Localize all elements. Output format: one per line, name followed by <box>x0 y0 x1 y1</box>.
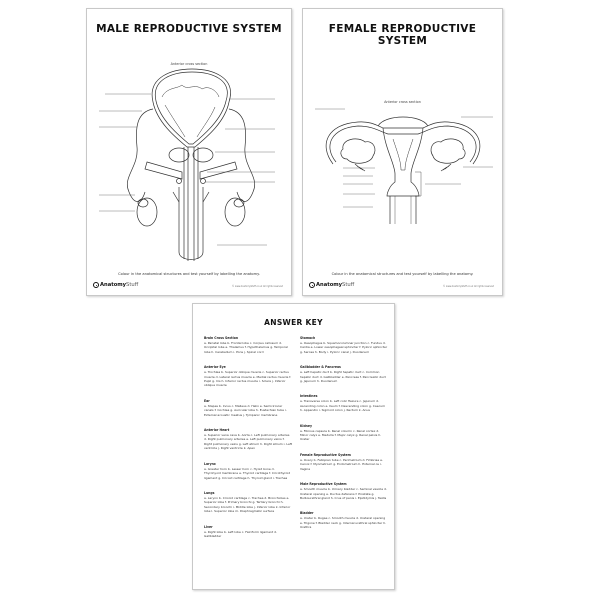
copyright-note: © www.AnatomyStuff.co.uk All rights reserved <box>232 285 283 288</box>
logo-ring-icon <box>309 282 315 288</box>
answer-key-right-column <box>300 336 388 541</box>
answer-section: Intestines a. Transverse colon b. Left colic flexure c. Jejunum d. Ascending colon e. Ileum f. Descending colon g. Caecum h. Appendix i. Sigmoid colon j. Rectum k. Anus <box>300 394 386 413</box>
answer-section: Male Reproductive System a. Smooth muscle b. Urinary bladder c. Seminal vesicle d. Ureteral opening e. Ductus deferens f. Prostate g. Bulbourethral gland h. Crus of penis i. Epididymis j. Testis <box>300 482 387 500</box>
female-anatomy-diagram <box>303 104 504 224</box>
answer-section: Larynx a. Greater horn b. Lesser horn c. Hyoid bone d. Thyrohyoid membrane e. Thyroid cartilage f. Cricothyroid ligament g. Cricoid cartilage h. Thyroid gland i. Trachea <box>204 461 291 480</box>
male-anatomy-diagram <box>87 67 293 267</box>
anatomystuff-logo: Anatomy Stuff <box>93 282 138 288</box>
copyright-note: © www.AnatomyStuff.co.uk All rights reserved <box>443 285 494 288</box>
male-sheet-title: MALE REPRODUCTIVE SYSTEM <box>96 23 282 35</box>
answer-key-left-column <box>204 336 292 549</box>
answer-section: Liver a. Right lobe b. Left lobe c. Falciform ligament d. Gallbladder <box>204 524 277 538</box>
answer-section: Ear a. Stapes b. Incus c. Malleus d. Helix e. Semicircular canals f. Cochlea g. Auricular lobe h. Eustachian tube i. External acoustic meatus j. Tympanic membrane <box>204 398 287 417</box>
answer-section: Lungs a. Larynx b. Cricoid cartilage c. Trachea d. Bronchioles e. Superior lobe f. Primary bronchi g. Tertiary bronchi h. Secondary bronchi i. Middle lobe j. Inferior lobe k. Inferior lobe l. Superior lobe m. Diaphragmatic surface <box>204 490 291 514</box>
answer-section: Gallbladder & Pancreas a. Left hepatic duct b. Right hepatic duct c. Common hepatic duct d. Gallbladder e. Pancreas f. Pancreatic duct g. Jejunum h. Duodenum <box>300 365 386 384</box>
female-reproductive-worksheet <box>302 8 503 296</box>
female-sheet-title: FEMALE REPRODUCTIVE SYSTEM <box>328 23 477 47</box>
male-reproductive-worksheet <box>86 8 292 296</box>
logo-ring-icon <box>93 282 99 288</box>
answer-section: Anterior Eye a. Trochlea b. Superior oblique muscle c. Superior rectus muscle d. Lateral rectus muscle e. Medial rectus muscle f. Pupil g. Iris h. Inferior rectus muscle i. Sclera j. Inferior oblique muscle <box>204 365 292 388</box>
answer-section: Anterior Heart a. Superior vena cava b. Aorta c. Left pulmonary arteries d. Right pulmonary arteries e. Left pulmonary veins f. Right pulmonary veins g. Left atrium h. Right atrium i. Left ventricle j. Right ventricle k. Apex <box>204 428 292 451</box>
female-sheet-instructions: Colour in the anatomical structures and test yourself by labelling the anatomy. <box>331 272 474 276</box>
anatomystuff-logo: Anatomy Stuff <box>309 282 354 288</box>
answer-section: Female Reproductive System a. Ovary b. Fallopian tube c. Perimetrium d. Fimbriae e. Cervix f. Myometrium g. Endometrium h. External os i. Vagina <box>300 452 383 471</box>
answer-section: Brain Cross Section a. Parietal lobe b. Frontal lobe c. Corpus callosum d. Occipital lobe e. Thalamus f. Hypothalamus g. Temporal lobe h. Cerebellum i. Pons j. Spinal cord <box>204 336 288 354</box>
female-sheet-subtitle: Anterior cross section <box>384 100 421 104</box>
answer-section: Stomach a. Oesophagus b. Squamocolumnar junction c. Fundus d. Cardia e. Lower oesophageal sphincter f. Pyloric sphincter g. Serosa h. Body i. Pyloric canal j. Duodenum <box>300 336 388 354</box>
male-sheet-instructions: Colour in the anatomical structures and test yourself by labelling the anatomy. <box>118 272 260 276</box>
answer-section: Bladder a. Ureter b. Rugae c. Smooth muscle d. Ureteral opening e. Trigone f. Bladder neck g. Internal urethral sphincter h. Urethra <box>300 511 387 530</box>
answer-key-sheet <box>192 303 395 590</box>
male-sheet-subtitle: Anterior cross section <box>170 62 208 66</box>
answer-section: Kidney a. Fibrous capsule b. Renal column c. Renal cortex d. Minor calyx e. Medulla f. Major calyx g. Renal pelvis h. Ureter <box>300 423 382 442</box>
answer-key-title: ANSWER KEY <box>264 318 323 327</box>
